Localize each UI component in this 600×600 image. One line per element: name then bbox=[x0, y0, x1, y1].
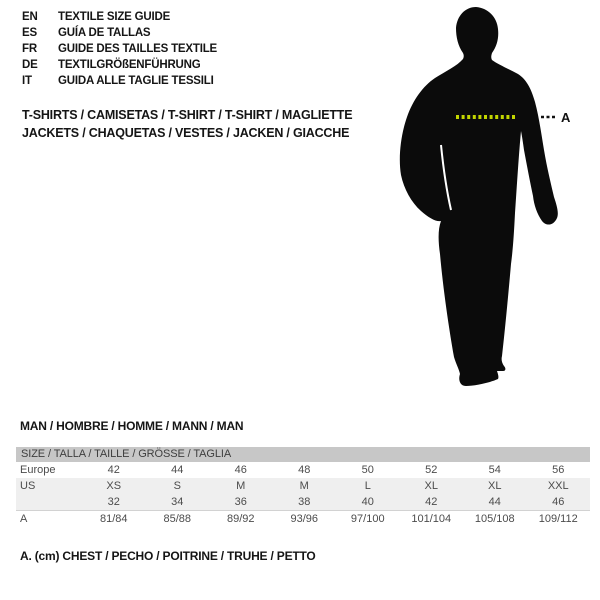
language-label: GUÍA DE TALLAS bbox=[58, 27, 151, 39]
size-cell: 40 bbox=[361, 496, 374, 508]
size-cell: XL bbox=[488, 480, 502, 492]
language-code: IT bbox=[22, 75, 32, 87]
size-cell: 54 bbox=[488, 464, 501, 476]
language-label: GUIDA ALLE TAGLIE TESSILI bbox=[58, 75, 214, 87]
row-label: US bbox=[20, 480, 36, 492]
size-cell: 34 bbox=[171, 496, 184, 508]
size-cell: 46 bbox=[552, 496, 565, 508]
table-row-chest-cm bbox=[16, 511, 590, 527]
language-label: TEXTILGRÖßENFÜHRUNG bbox=[58, 59, 201, 71]
size-cell: 48 bbox=[298, 464, 311, 476]
size-cell: 36 bbox=[234, 496, 247, 508]
size-cell: 46 bbox=[234, 464, 247, 476]
language-row bbox=[22, 41, 217, 57]
size-cell: 44 bbox=[171, 464, 184, 476]
size-table-header: SIZE / TALLA / TAILLE / GRÖSSE / TAGLIA bbox=[16, 447, 590, 462]
language-code: FR bbox=[22, 43, 37, 55]
size-cell: XXL bbox=[547, 480, 569, 492]
size-cell: 42 bbox=[425, 496, 438, 508]
section-title-man: MAN / HOMBRE / HOMME / MANN / MAN bbox=[20, 419, 244, 433]
size-cell: XL bbox=[424, 480, 438, 492]
man-silhouette bbox=[400, 7, 558, 386]
size-cell: 89/92 bbox=[226, 513, 255, 525]
language-code: ES bbox=[22, 27, 37, 39]
size-cell: 38 bbox=[298, 496, 311, 508]
size-cell: M bbox=[236, 480, 246, 492]
language-label: GUIDE DES TAILLES TEXTILE bbox=[58, 43, 217, 55]
garment-categories bbox=[22, 107, 352, 142]
language-row bbox=[22, 9, 217, 25]
row-label: A bbox=[20, 513, 28, 525]
category-line-tshirts: T-SHIRTS / CAMISETAS / T-SHIRT / T-SHIRT / MAGLIETTE bbox=[22, 108, 353, 122]
size-cell: 109/112 bbox=[538, 513, 578, 525]
language-row bbox=[22, 73, 217, 89]
size-cell: 81/84 bbox=[99, 513, 128, 525]
size-cell: XS bbox=[106, 480, 122, 492]
size-cell: 93/96 bbox=[290, 513, 319, 525]
table-row-numeric bbox=[16, 494, 590, 511]
size-cell: 105/108 bbox=[474, 513, 515, 525]
table-row-europe bbox=[16, 462, 590, 478]
language-code: EN bbox=[22, 11, 38, 23]
size-cell: 44 bbox=[488, 496, 501, 508]
language-list bbox=[22, 9, 217, 89]
row-label: Europe bbox=[20, 464, 56, 476]
size-table bbox=[16, 447, 590, 527]
measurement-footnote: A. (cm) CHEST / PECHO / POITRINE / TRUHE / PETTO bbox=[20, 549, 316, 563]
language-row bbox=[22, 25, 217, 41]
size-cell: S bbox=[173, 480, 181, 492]
size-cell: 32 bbox=[107, 496, 120, 508]
size-cell: 85/88 bbox=[163, 513, 192, 525]
size-cell: 42 bbox=[107, 464, 120, 476]
size-cell: 101/104 bbox=[411, 513, 452, 525]
language-code: DE bbox=[22, 59, 38, 71]
size-cell: 50 bbox=[361, 464, 374, 476]
size-cell: M bbox=[299, 480, 309, 492]
size-cell: 52 bbox=[425, 464, 438, 476]
category-line-jackets: JACKETS / CHAQUETAS / VESTES / JACKEN / GIACCHE bbox=[22, 125, 350, 140]
size-cell: L bbox=[364, 480, 371, 492]
language-label: TEXTILE SIZE GUIDE bbox=[58, 11, 171, 23]
size-diagram bbox=[395, 0, 600, 395]
table-row-us bbox=[16, 478, 590, 494]
measure-label-a: A bbox=[561, 110, 571, 125]
size-cell: 97/100 bbox=[350, 513, 385, 525]
language-row bbox=[22, 57, 217, 73]
size-diagram-figure bbox=[395, 0, 600, 395]
size-cell: 56 bbox=[552, 464, 565, 476]
